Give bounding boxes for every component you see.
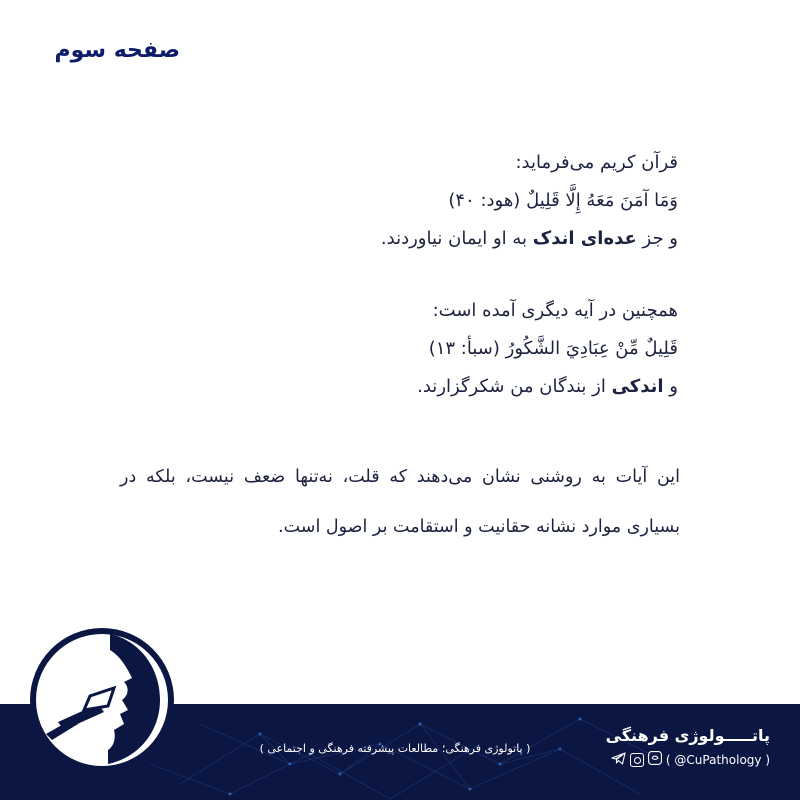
- telegram-icon[interactable]: [611, 752, 626, 768]
- verse1-translation-post: به او ایمان نیاوردند.: [380, 228, 533, 249]
- conclusion-paragraph: این آیات به روشنی نشان می‌دهند که قلت، نه‌تنها ضعف نیست، بلکه در بسیاری موارد نشانه حقانیت و استقامت بر اصول است.: [120, 467, 680, 537]
- page-title: صفحه سوم: [54, 38, 180, 63]
- brand-name: پاتـــــولوژی فرهنگی: [605, 726, 770, 745]
- verse1-translation: [381, 220, 678, 258]
- verse-block-1: [381, 144, 678, 258]
- social-handle[interactable]: ( @CuPathology ): [665, 752, 770, 767]
- verse1-translation-pre: و جز: [636, 228, 678, 249]
- social-row: [606, 751, 770, 768]
- verse2-ref: (سبأ: ۱۳): [428, 338, 500, 359]
- verse1-ref: (هود: ۴۰): [448, 190, 521, 211]
- verse1-arabic-line: [381, 182, 678, 220]
- verse1-translation-bold: عده‌ای اندک: [532, 228, 637, 249]
- verse2-translation-post: از بندگان من شکرگزارند.: [417, 376, 612, 397]
- brand-block: [606, 726, 770, 768]
- eitaa-icon[interactable]: [648, 751, 662, 768]
- verse1-arabic: وَمَا آمَنَ مَعَهُ إِلَّا قَلِيلٌ: [526, 190, 678, 211]
- verse2-arabic-line: [417, 330, 678, 368]
- instagram-icon[interactable]: [630, 753, 644, 767]
- verse2-translation: [417, 368, 678, 406]
- verse-block-2: [417, 292, 678, 406]
- verse2-intro: همچنین در آیه دیگری آمده است:: [432, 300, 678, 321]
- verse2-arabic: قَلِيلٌ مِّنْ عِبَادِيَ الشَّكُورُ: [505, 338, 678, 359]
- verse2-translation-bold: اندکی: [611, 376, 664, 397]
- cultural-pathology-logo: [28, 626, 176, 774]
- footer-tagline: ( پاتولوژی فرهنگی؛ مطالعات پیشرفته فرهنگی و اجتماعی ): [259, 742, 531, 755]
- verse1-intro: قرآن کریم می‌فرماید:: [515, 152, 678, 173]
- verse2-translation-pre: و: [663, 376, 678, 397]
